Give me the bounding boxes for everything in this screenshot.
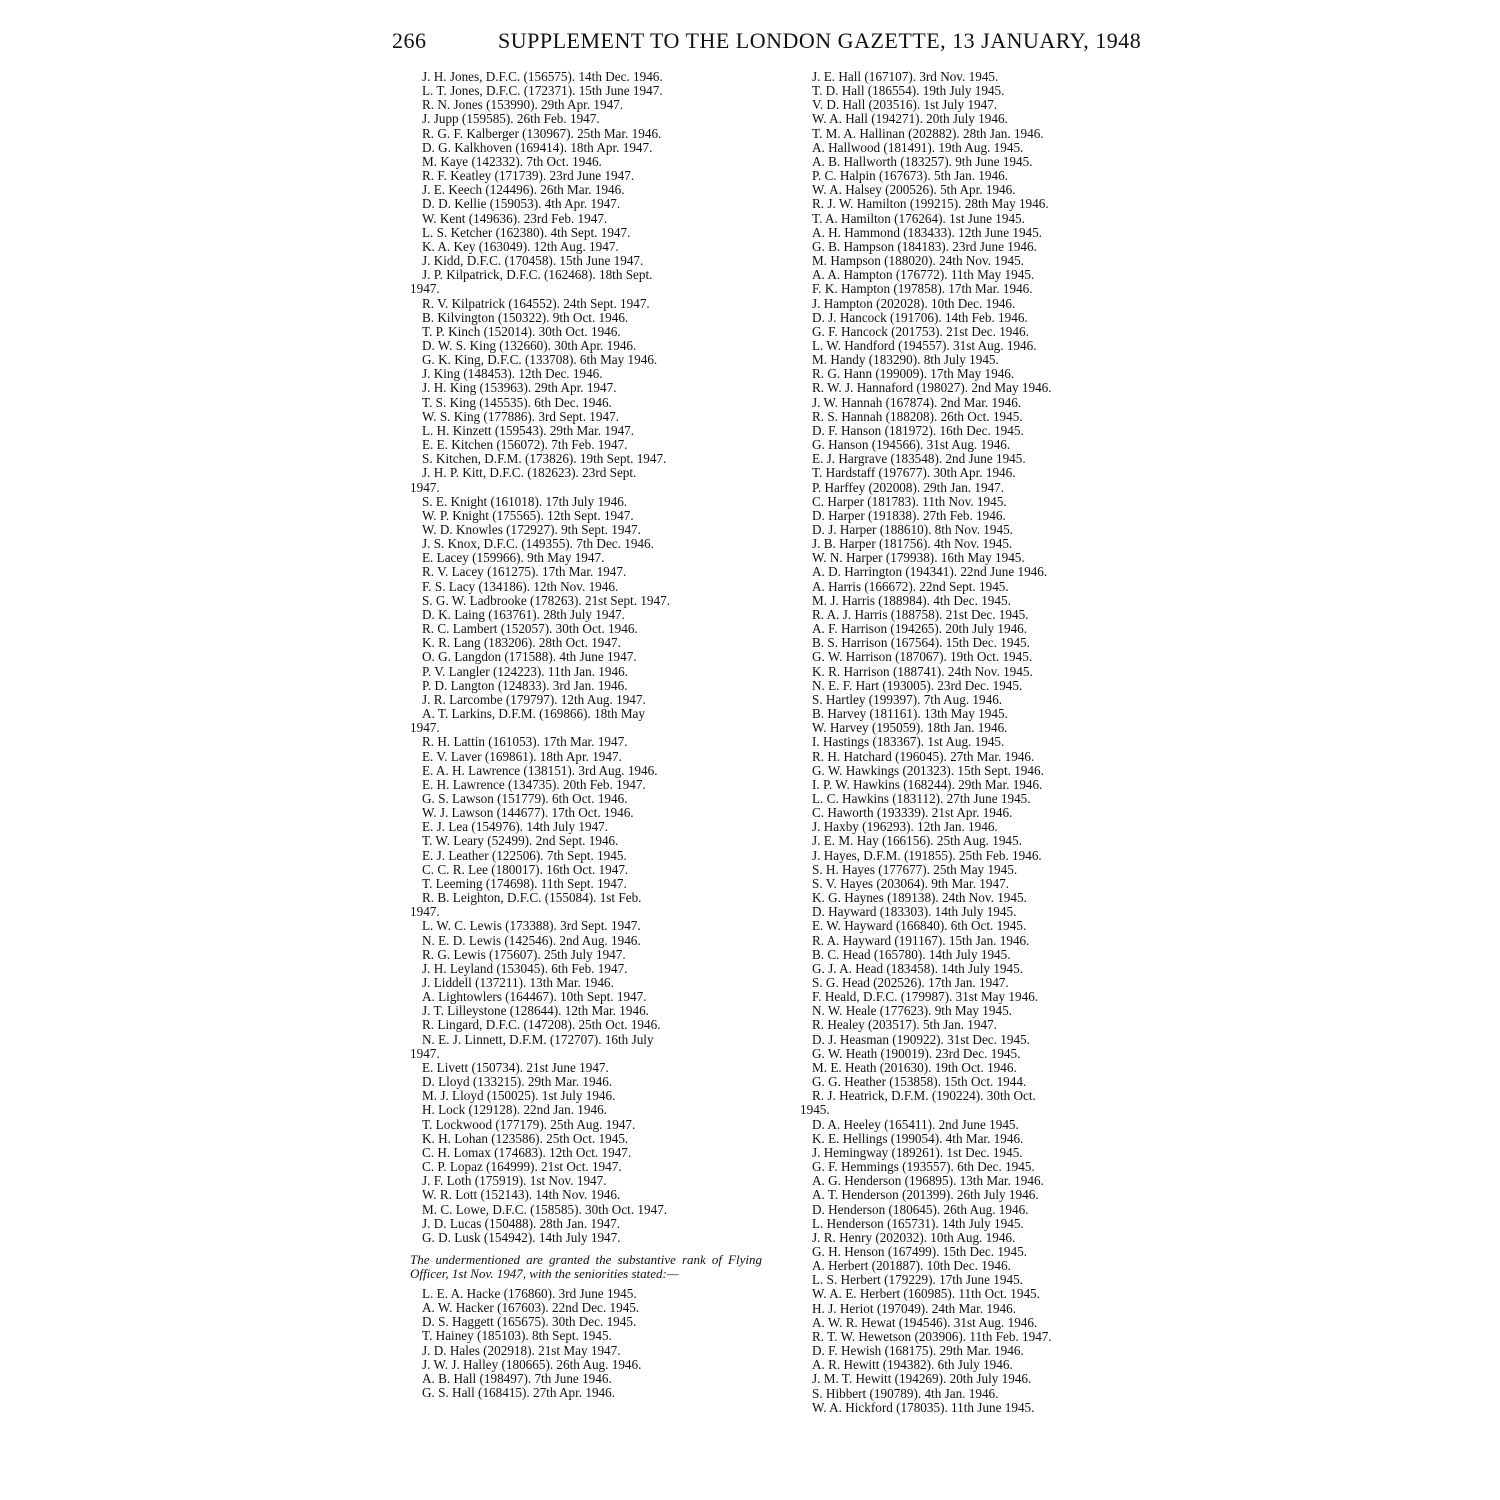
right-column bbox=[800, 70, 1152, 1415]
list-entry: J. Kidd, D.F.C. (170458). 15th June 1947. bbox=[422, 254, 644, 269]
list-entry: T. Leeming (174698). 11th Sept. 1947. bbox=[422, 876, 627, 891]
list-entry: G. H. Henson (167499). 15th Dec. 1945. bbox=[812, 1244, 1027, 1259]
list-entry: W. A. Hall (194271). 20th July 1946. bbox=[812, 112, 1008, 127]
entry-continuation: 1947. bbox=[410, 282, 440, 297]
list-entry: L. S. Herbert (179229). 17th June 1945. bbox=[812, 1273, 1023, 1288]
list-entry: R. G. Hann (199009). 17th May 1946. bbox=[812, 367, 1015, 382]
list-entry: K. G. Haynes (189138). 24th Nov. 1945. bbox=[812, 891, 1027, 906]
list-entry: A. F. Harrison (194265). 20th July 1946. bbox=[812, 622, 1028, 637]
list-entry: A. A. Hampton (176772). 11th May 1945. bbox=[812, 268, 1035, 283]
list-entry: C. Harper (181783). 11th Nov. 1945. bbox=[812, 494, 1007, 509]
list-entry: G. S. Hall (168415). 27th Apr. 1946. bbox=[422, 1386, 616, 1401]
list-entry: A. W. R. Hewat (194546). 31st Aug. 1946. bbox=[812, 1315, 1038, 1330]
list-entry: A. D. Harrington (194341). 22nd June 1946. bbox=[812, 565, 1048, 580]
list-entry: J. Liddell (137211). 13th Mar. 1946. bbox=[422, 976, 614, 990]
list-entry: B. C. Head (165780). 14th July 1945. bbox=[812, 947, 1011, 962]
list-entry: D. J. Hancock (191706). 14th Feb. 1946. bbox=[812, 310, 1028, 325]
list-entry: L. E. A. Hacke (176860). 3rd June 1945. bbox=[422, 1286, 637, 1301]
entry-continuation: 1947. bbox=[410, 1046, 440, 1061]
list-entry: E. E. Kitchen (156072). 7th Feb. 1947. bbox=[422, 438, 628, 453]
list-entry: A. G. Henderson (196895). 13th Mar. 1946. bbox=[812, 1174, 1044, 1189]
list-entry: S. Kitchen, D.F.M. (173826). 19th Sept. 1947. bbox=[422, 452, 667, 467]
list-entry: T. M. A. Hallinan (202882). 28th Jan. 1946. bbox=[812, 126, 1044, 141]
list-entry: D. K. Laing (163761). 28th July 1947. bbox=[422, 607, 625, 622]
page-number: 266 bbox=[392, 28, 427, 53]
list-entry: R. J. W. Hamilton (199215). 28th May 1946. bbox=[812, 197, 1049, 212]
left-entries-after bbox=[410, 1287, 762, 1400]
list-entry: A. Lightowlers (164467). 10th Sept. 1947. bbox=[422, 990, 647, 1005]
list-entry: A. W. Hacker (167603). 22nd Dec. 1945. bbox=[422, 1301, 640, 1316]
list-entry: T. W. Leary (52499). 2nd Sept. 1946. bbox=[422, 834, 619, 849]
list-entry: H. J. Heriot (197049). 24th Mar. 1946. bbox=[812, 1301, 1017, 1316]
list-entry: A. T. Henderson (201399). 26th July 1946. bbox=[812, 1188, 1039, 1203]
entry-continuation: 1947. bbox=[410, 480, 440, 495]
list-entry: A. R. Hewitt (194382). 6th July 1946. bbox=[812, 1358, 1013, 1373]
list-entry: M. Kaye (142332). 7th Oct. 1946. bbox=[422, 154, 602, 169]
list-entry: R. V. Kilpatrick (164552). 24th Sept. 1947. bbox=[422, 296, 650, 311]
list-entry: A. T. Larkins, D.F.M. (169866). 18th May bbox=[422, 707, 645, 722]
list-entry: J. B. Harper (181756). 4th Nov. 1945. bbox=[812, 537, 1013, 552]
left-column bbox=[410, 70, 762, 1400]
entry-continuation: 1947. bbox=[410, 905, 440, 920]
list-entry: E. Livett (150734). 21st June 1947. bbox=[422, 1060, 609, 1075]
list-entry: D. Lloyd (133215). 29th Mar. 1946. bbox=[422, 1075, 613, 1090]
list-entry: R. A. J. Harris (188758). 21st Dec. 1945. bbox=[812, 607, 1029, 622]
list-entry: R. F. Keatley (171739). 23rd June 1947. bbox=[422, 169, 635, 184]
list-entry: W. N. Harper (179938). 16th May 1945. bbox=[812, 551, 1025, 566]
list-entry: B. S. Harrison (167564). 15th Dec. 1945. bbox=[812, 636, 1030, 651]
list-entry: D. G. Kalkhoven (169414). 18th Apr. 1947. bbox=[422, 140, 653, 155]
list-entry: L. H. Kinzett (159543). 29th Mar. 1947. bbox=[422, 423, 635, 438]
list-entry: C. P. Lopaz (164999). 21st Oct. 1947. bbox=[422, 1160, 622, 1175]
list-entry: J. R. Henry (202032). 10th Aug. 1946. bbox=[812, 1230, 1016, 1245]
list-entry: G. F. Hemmings (193557). 6th Dec. 1945. bbox=[812, 1160, 1035, 1175]
list-entry: K. H. Lohan (123586). 25th Oct. 1945. bbox=[422, 1131, 629, 1146]
list-entry: A. Hallwood (181491). 19th Aug. 1945. bbox=[812, 140, 1024, 155]
list-entry: D. F. Hanson (181972). 16th Dec. 1945. bbox=[812, 423, 1024, 438]
list-entry: J. E. Keech (124496). 26th Mar. 1946. bbox=[422, 183, 625, 198]
list-entry: F. K. Hampton (197858). 17th Mar. 1946. bbox=[812, 282, 1033, 297]
list-entry: L. T. Jones, D.F.C. (172371). 15th June 1947. bbox=[422, 84, 663, 99]
list-entry: W. J. Lawson (144677). 17th Oct. 1946. bbox=[422, 806, 634, 821]
list-entry: S. E. Knight (161018). 17th July 1946. bbox=[422, 494, 628, 509]
list-entry: N. E. F. Hart (193005). 23rd Dec. 1945. bbox=[812, 678, 1023, 693]
page-header bbox=[392, 28, 1152, 62]
list-entry: M. Handy (183290). 8th July 1945. bbox=[812, 353, 999, 368]
list-entry: G. B. Hampson (184183). 23rd June 1946. bbox=[812, 239, 1037, 254]
list-entry: B. Kilvington (150322). 9th Oct. 1946. bbox=[422, 310, 629, 325]
right-entries bbox=[800, 70, 1152, 1415]
list-entry: R. H. Lattin (161053). 17th Mar. 1947. bbox=[422, 735, 628, 750]
list-entry: C. H. Lomax (174683). 12th Oct. 1947. bbox=[422, 1145, 632, 1160]
list-entry: M. J. Harris (188984). 4th Dec. 1945. bbox=[812, 593, 1011, 608]
list-entry: D. Hayward (183303). 14th July 1945. bbox=[812, 905, 1017, 920]
list-entry: D. J. Harper (188610). 8th Nov. 1945. bbox=[812, 523, 1013, 537]
list-entry: J. King (148453). 12th Dec. 1946. bbox=[422, 367, 603, 382]
list-entry: M. Hampson (188020). 24th Nov. 1945. bbox=[812, 254, 1024, 269]
list-entry: J. S. Knox, D.F.C. (149355). 7th Dec. 1946. bbox=[422, 537, 654, 552]
list-entry: J. H. Jones, D.F.C. (156575). 14th Dec. 1946. bbox=[422, 70, 663, 84]
list-entry: N. W. Heale (177623). 9th May 1945. bbox=[812, 1004, 1012, 1019]
list-entry: E. H. Lawrence (134735). 20th Feb. 1947. bbox=[422, 777, 646, 792]
list-entry: L. W. Handford (194557). 31st Aug. 1946. bbox=[812, 338, 1037, 353]
list-entry: D. D. Kellie (159053). 4th Apr. 1947. bbox=[422, 197, 621, 212]
list-entry: J. Hampton (202028). 10th Dec. 1946. bbox=[812, 296, 1016, 311]
list-entry: J. R. Larcombe (179797). 12th Aug. 1947. bbox=[422, 692, 646, 707]
list-entry: J. D. Hales (202918). 21st May 1947. bbox=[422, 1343, 621, 1358]
list-entry: I. Hastings (183367). 1st Aug. 1945. bbox=[812, 735, 1005, 750]
list-entry: J. H. P. Kitt, D.F.C. (182623). 23rd Sept. bbox=[422, 466, 637, 481]
list-entry: R. T. W. Hewetson (203906). 11th Feb. 1947. bbox=[812, 1329, 1052, 1344]
list-entry: K. E. Hellings (199054). 4th Mar. 1946. bbox=[812, 1131, 1024, 1146]
list-entry: T. A. Hamilton (176264). 1st June 1945. bbox=[812, 211, 1025, 226]
list-entry: J. Haxby (196293). 12th Jan. 1946. bbox=[812, 820, 998, 835]
list-entry: V. D. Hall (203516). 1st July 1947. bbox=[812, 98, 998, 113]
list-entry: A. B. Hallworth (183257). 9th June 1945. bbox=[812, 154, 1033, 169]
list-entry: G. Hanson (194566). 31st Aug. 1946. bbox=[812, 438, 1011, 453]
list-entry: G. W. Hawkings (201323). 15th Sept. 1946. bbox=[812, 763, 1044, 778]
list-entry: R. C. Lambert (152057). 30th Oct. 1946. bbox=[422, 622, 638, 637]
list-entry: A. H. Hammond (183433). 12th June 1945. bbox=[812, 225, 1043, 240]
list-entry: W. D. Knowles (172927). 9th Sept. 1947. bbox=[422, 523, 641, 537]
list-entry: R. W. J. Hannaford (198027). 2nd May 1946. bbox=[812, 381, 1052, 396]
list-entry: J. H. King (153963). 29th Apr. 1947. bbox=[422, 381, 617, 396]
list-entry: P. C. Halpin (167673). 5th Jan. 1946. bbox=[812, 169, 1008, 184]
list-entry: G. F. Hancock (201753). 21st Dec. 1946. bbox=[812, 324, 1029, 339]
list-entry: T. Hainey (185103). 8th Sept. 1945. bbox=[422, 1329, 612, 1344]
list-entry: R. J. Heatrick, D.F.M. (190224). 30th Oct. bbox=[812, 1089, 1036, 1104]
list-entry: D. Harper (191838). 27th Feb. 1946. bbox=[812, 508, 1006, 523]
section-note: The undermentioned are granted the substantive rank of Flying Officer, 1st Nov. 1947, with the seniorities stated:— bbox=[410, 1251, 762, 1281]
list-entry: G. S. Lawson (151779). 6th Oct. 1946. bbox=[422, 791, 628, 806]
list-entry: D. Henderson (180645). 26th Aug. 1946. bbox=[812, 1202, 1029, 1217]
list-entry: W. Harvey (195059). 18th Jan. 1946. bbox=[812, 721, 1008, 736]
list-entry: G. W. Heath (190019). 23rd Dec. 1945. bbox=[812, 1046, 1021, 1061]
page-title: SUPPLEMENT TO THE LONDON GAZETTE, 13 JANUARY, 1948 bbox=[498, 28, 1142, 53]
list-entry: L. Henderson (165731). 14th July 1945. bbox=[812, 1216, 1024, 1231]
list-entry: K. R. Harrison (188741). 24th Nov. 1945. bbox=[812, 664, 1033, 679]
list-entry: R. V. Lacey (161275). 17th Mar. 1947. bbox=[422, 565, 627, 580]
list-entry: R. G. F. Kalberger (130967). 25th Mar. 1946. bbox=[422, 126, 662, 141]
list-entry: W. S. King (177886). 3rd Sept. 1947. bbox=[422, 409, 619, 424]
list-entry: M. J. Lloyd (150025). 1st July 1946. bbox=[422, 1089, 616, 1104]
left-entries bbox=[410, 70, 762, 1245]
list-entry: C. C. R. Lee (180017). 16th Oct. 1947. bbox=[422, 862, 629, 877]
list-entry: T. S. King (145535). 6th Dec. 1946. bbox=[422, 395, 612, 410]
list-entry: J. E. Hall (167107). 3rd Nov. 1945. bbox=[812, 70, 999, 84]
list-entry: R. Lingard, D.F.C. (147208). 25th Oct. 1946. bbox=[422, 1018, 661, 1033]
list-entry: N. E. J. Linnett, D.F.M. (172707). 16th July bbox=[422, 1032, 654, 1047]
list-entry: K. R. Lang (183206). 28th Oct. 1947. bbox=[422, 636, 621, 651]
list-entry: E. Lacey (159966). 9th May 1947. bbox=[422, 551, 605, 566]
list-entry: S. G. W. Ladbrooke (178263). 21st Sept. 1947. bbox=[422, 593, 670, 608]
list-entry: G. K. King, D.F.C. (133708). 6th May 1946. bbox=[422, 353, 658, 368]
list-entry: F. Heald, D.F.C. (179987). 31st May 1946. bbox=[812, 990, 1039, 1005]
list-entry: D. W. S. King (132660). 30th Apr. 1946. bbox=[422, 338, 637, 353]
list-entry: J. F. Loth (175919). 1st Nov. 1947. bbox=[422, 1174, 607, 1189]
list-entry: S. Hibbert (190789). 4th Jan. 1946. bbox=[812, 1386, 999, 1401]
list-entry: E. J. Hargrave (183548). 2nd June 1945. bbox=[812, 452, 1026, 467]
list-entry: W. A. Halsey (200526). 5th Apr. 1946. bbox=[812, 183, 1016, 198]
list-entry: J. M. T. Hewitt (194269). 20th July 1946. bbox=[812, 1372, 1032, 1387]
list-entry: K. A. Key (163049). 12th Aug. 1947. bbox=[422, 239, 619, 254]
list-entry: G. D. Lusk (154942). 14th July 1947. bbox=[422, 1230, 621, 1245]
list-entry: S. Hartley (199397). 7th Aug. 1946. bbox=[812, 692, 1003, 707]
list-entry: C. Haworth (193339). 21st Apr. 1946. bbox=[812, 806, 1013, 821]
list-entry: D. J. Heasman (190922). 31st Dec. 1945. bbox=[812, 1032, 1030, 1047]
list-entry: R. S. Hannah (188208). 26th Oct. 1945. bbox=[812, 409, 1023, 424]
list-entry: T. Hardstaff (197677). 30th Apr. 1946. bbox=[812, 466, 1016, 481]
list-entry: J. E. M. Hay (166156). 25th Aug. 1945. bbox=[812, 834, 1022, 849]
list-entry: E. J. Lea (154976). 14th July 1947. bbox=[422, 820, 609, 835]
list-entry: W. A. E. Herbert (160985). 11th Oct. 1945. bbox=[812, 1287, 1040, 1302]
list-entry: D. S. Haggett (165675). 30th Dec. 1945. bbox=[422, 1315, 637, 1330]
list-entry: D. A. Heeley (165411). 2nd June 1945. bbox=[812, 1117, 1019, 1132]
list-entry: J. Hayes, D.F.M. (191855). 25th Feb. 1946. bbox=[812, 848, 1042, 863]
list-entry: R. A. Hayward (191167). 15th Jan. 1946. bbox=[812, 933, 1030, 948]
list-entry: A. Herbert (201887). 10th Dec. 1946. bbox=[812, 1259, 1011, 1274]
list-entry: R. G. Lewis (175607). 25th July 1947. bbox=[422, 947, 626, 962]
list-entry: J. D. Lucas (150488). 28th Jan. 1947. bbox=[422, 1216, 621, 1231]
list-entry: A. Harris (166672). 22nd Sept. 1945. bbox=[812, 579, 1009, 594]
list-entry: L. S. Ketcher (162380). 4th Sept. 1947. bbox=[422, 225, 631, 240]
list-entry: S. V. Hayes (203064). 9th Mar. 1947. bbox=[812, 876, 1009, 891]
list-entry: T. Lockwood (177179). 25th Aug. 1947. bbox=[422, 1117, 636, 1132]
list-entry: M. C. Lowe, D.F.C. (158585). 30th Oct. 1947. bbox=[422, 1202, 668, 1217]
list-entry: S. H. Hayes (177677). 25th May 1945. bbox=[812, 862, 1018, 877]
list-entry: R. H. Hatchard (196045). 27th Mar. 1946. bbox=[812, 749, 1035, 764]
list-entry: P. D. Langton (124833). 3rd Jan. 1946. bbox=[422, 678, 628, 693]
list-entry: J. T. Lilleystone (128644). 12th Mar. 1946. bbox=[422, 1004, 649, 1019]
list-entry: R. B. Leighton, D.F.C. (155084). 1st Feb. bbox=[422, 891, 642, 906]
list-entry: J. Hemingway (189261). 1st Dec. 1945. bbox=[812, 1145, 1023, 1160]
list-entry: M. E. Heath (201630). 19th Oct. 1946. bbox=[812, 1060, 1017, 1075]
list-entry: P. Harffey (202008). 29th Jan. 1947. bbox=[812, 480, 1005, 495]
list-entry: H. Lock (129128). 22nd Jan. 1946. bbox=[422, 1103, 607, 1118]
list-entry: A. B. Hall (198497). 7th June 1946. bbox=[422, 1371, 612, 1386]
list-entry: G. G. Heather (153858). 15th Oct. 1944. bbox=[812, 1075, 1027, 1090]
entry-continuation: 1945. bbox=[800, 1103, 830, 1118]
list-entry: T. P. Kinch (152014). 30th Oct. 1946. bbox=[422, 324, 621, 339]
list-entry: E. W. Hayward (166840). 6th Oct. 1945. bbox=[812, 919, 1027, 934]
list-entry: O. G. Langdon (171588). 4th June 1947. bbox=[422, 650, 637, 665]
list-entry: J. Jupp (159585). 26th Feb. 1947. bbox=[422, 112, 600, 127]
list-entry: R. Healey (203517). 5th Jan. 1947. bbox=[812, 1018, 997, 1033]
list-entry: I. P. W. Hawkins (168244). 29th Mar. 1946. bbox=[812, 777, 1043, 792]
list-entry: S. G. Head (202526). 17th Jan. 1947. bbox=[812, 976, 1009, 990]
list-entry: W. Kent (149636). 23rd Feb. 1947. bbox=[422, 211, 608, 226]
list-entry: L. W. C. Lewis (173388). 3rd Sept. 1947. bbox=[422, 919, 641, 934]
list-entry: G. W. Harrison (187067). 19th Oct. 1945. bbox=[812, 650, 1033, 665]
list-entry: F. S. Lacy (134186). 12th Nov. 1946. bbox=[422, 579, 619, 594]
list-entry: E. V. Laver (169861). 18th Apr. 1947. bbox=[422, 749, 622, 764]
list-entry: N. E. D. Lewis (142546). 2nd Aug. 1946. bbox=[422, 933, 641, 948]
list-entry: E. A. H. Lawrence (138151). 3rd Aug. 1946. bbox=[422, 763, 658, 778]
list-entry: G. J. A. Head (183458). 14th July 1945. bbox=[812, 961, 1023, 976]
list-entry: W. P. Knight (175565). 12th Sept. 1947. bbox=[422, 508, 634, 523]
list-entry: J. W. Hannah (167874). 2nd Mar. 1946. bbox=[812, 395, 1022, 410]
list-entry: T. D. Hall (186554). 19th July 1945. bbox=[812, 84, 1005, 99]
list-entry: E. J. Leather (122506). 7th Sept. 1945. bbox=[422, 848, 627, 863]
list-entry: J. H. Leyland (153045). 6th Feb. 1947. bbox=[422, 961, 628, 976]
list-entry: W. R. Lott (152143). 14th Nov. 1946. bbox=[422, 1188, 621, 1203]
list-entry: P. V. Langler (124223). 11th Jan. 1946. bbox=[422, 664, 628, 679]
list-entry: R. N. Jones (153990). 29th Apr. 1947. bbox=[422, 98, 624, 113]
list-entry: W. A. Hickford (178035). 11th June 1945. bbox=[812, 1400, 1035, 1415]
list-entry: B. Harvey (181161). 13th May 1945. bbox=[812, 707, 1008, 722]
list-entry: D. F. Hewish (168175). 29th Mar. 1946. bbox=[812, 1344, 1024, 1359]
list-entry: J. P. Kilpatrick, D.F.C. (162468). 18th Sept. bbox=[422, 268, 653, 283]
list-entry: L. C. Hawkins (183112). 27th June 1945. bbox=[812, 791, 1031, 806]
entry-continuation: 1947. bbox=[410, 721, 440, 736]
list-entry: J. W. J. Halley (180665). 26th Aug. 1946. bbox=[422, 1357, 642, 1372]
